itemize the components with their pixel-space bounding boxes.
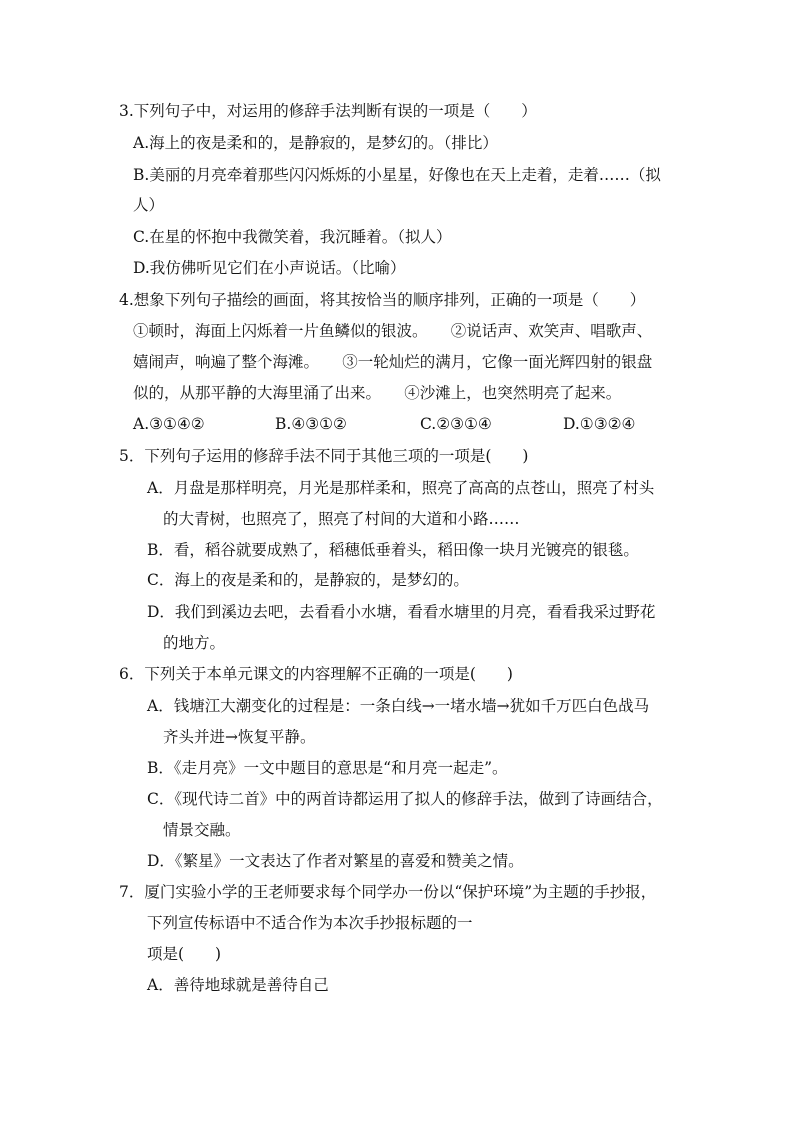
q5-option-d-line2: 的地方。 [163, 634, 226, 652]
q7-stem-line2: 下列宣传标语中不适合作为本次手抄报标题的一 [147, 914, 473, 932]
q4-options-row [133, 414, 673, 434]
q5-option-d-line1: D．我们到溪边去吧，去看看小水塘，看看水塘里的月亮，看看我采过野花 [147, 603, 656, 621]
q7-stem-line3: 项是( ) [147, 945, 222, 963]
q3-option-b-line2: 人） [133, 196, 165, 214]
q4-stem: 4.想象下列句子描绘的画面，将其按恰当的顺序排列，正确的一项是（ ） [119, 291, 646, 309]
q6-option-a-line2: 齐头并进→恢复平静。 [163, 728, 316, 746]
q3-option-d: D.我仿佛听见它们在小声说话。（比喻） [133, 259, 406, 277]
q3-option-c: C.在星的怀抱中我微笑着，我沉睡着。（拟人） [133, 228, 452, 246]
q5-option-a-line1: A．月盘是那样明亮，月光是那样柔和，照亮了高高的点苍山，照亮了村头 [147, 479, 655, 497]
q4-passage-line3: 似的，从那平静的大海里涌了出来。 ④沙滩上，也突然明亮了起来。 [133, 384, 622, 402]
q7-option-a: A．善待地球就是善待自己 [147, 976, 329, 994]
q5-option-c: C．海上的夜是柔和的，是静寂的，是梦幻的。 [147, 571, 469, 589]
q4-option-c: C.②③①④ [420, 415, 492, 433]
q6-option-d: D．《繁星》一文表达了作者对繁星的喜爱和赞美之情。 [147, 852, 524, 870]
q6-option-c-line2: 情景交融。 [163, 821, 241, 839]
q4-passage-line2: 嬉闹声，响遍了整个海滩。 ③一轮灿烂的满月，它像一面光辉四射的银盘 [133, 353, 653, 371]
q3-stem: 3.下列句子中，对运用的修辞手法判断有误的一项是（ ） [119, 102, 537, 120]
q4-option-a: A.③①④② [133, 415, 205, 433]
q6-option-b: B．《走月亮》一文中题目的意思是“和月亮一起走”。 [147, 759, 508, 777]
q4-passage-line1: ①顿时，海面上闪烁着一片鱼鳞似的银波。 ②说话声、欢笑声、唱歌声、 [133, 322, 653, 340]
q4-option-b: B.④③①② [275, 415, 347, 433]
q6-option-c-line1: C．《现代诗二首》中的两首诗都运用了拟人的修辞手法，做到了诗画结合， [147, 790, 663, 808]
q6-stem: 6．下列关于本单元课文的内容理解不正确的一项是( ) [119, 665, 513, 683]
q5-option-b: B．看，稻谷就要成熟了，稻穗低垂着头，稻田像一块月光镀亮的银毯。 [147, 541, 639, 559]
q6-option-a-line1: A．钱塘江大潮变化的过程是：一条白线→一堵水墙→犹如千万匹白色战马 [147, 697, 650, 715]
q3-option-a: A.海上的夜是柔和的，是静寂的，是梦幻的。（排比） [133, 134, 498, 152]
q7-stem-line1: 7．厦门实验小学的王老师要求每个同学办一份以“保护环境”为主题的手抄报， [119, 883, 657, 901]
q3-option-b-line1: B.美丽的月亮牵着那些闪闪烁烁的小星星，好像也在天上走着，走着……（拟 [133, 166, 661, 184]
q5-option-a-line2: 的大青树，也照亮了，照亮了村间的大道和小路…… [163, 510, 520, 528]
q4-option-d: D.①③②④ [563, 415, 636, 433]
q5-stem: 5．下列句子运用的修辞手法不同于其他三项的一项是( ) [119, 447, 529, 465]
